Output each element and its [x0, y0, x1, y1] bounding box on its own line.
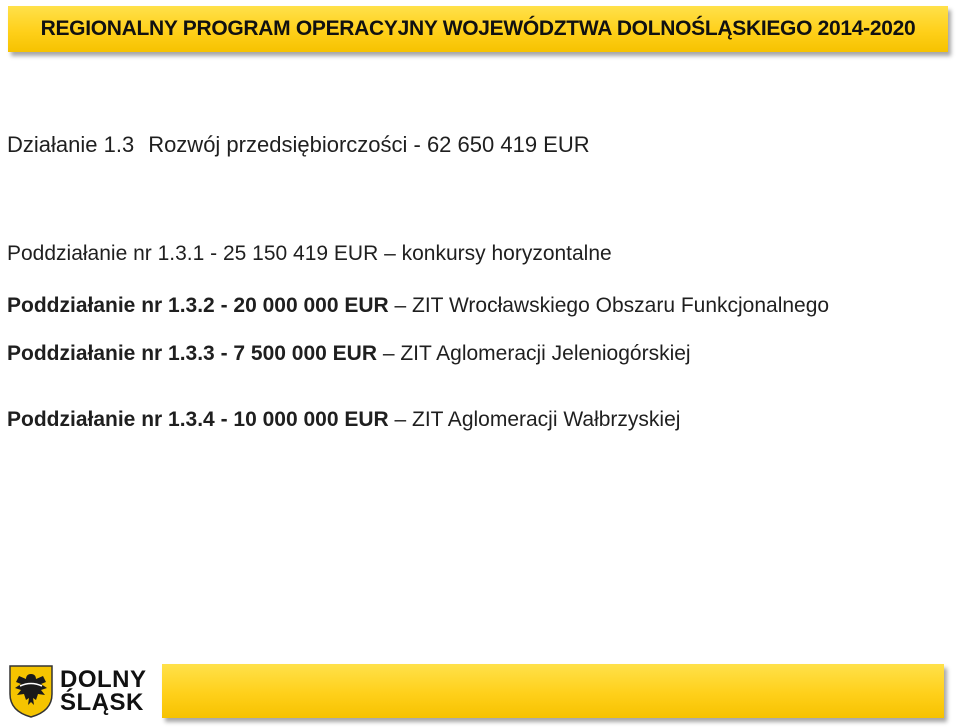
submeasure-amount: - 25 150 419 EUR — [204, 242, 379, 265]
submeasure-label: Poddziałanie nr 1.3.3 — [7, 342, 215, 365]
submeasure-label: Poddziałanie nr 1.3.2 — [7, 294, 215, 317]
header-banner — [8, 6, 948, 52]
dolny-slask-logo — [8, 662, 168, 720]
footer-bar — [162, 664, 944, 718]
submeasure-label: Poddziałanie nr 1.3.1 — [7, 242, 205, 265]
banner-title: REGIONALNY PROGRAM OPERACYJNY WOJEWÓDZTWA DOLNOŚLĄSKIEGO 2014-2020 — [40, 17, 916, 40]
action-label: Działanie 1.3 — [7, 132, 135, 157]
submeasure-amount: - 7 500 000 EUR — [214, 342, 377, 365]
eagle-coat-of-arms-icon — [8, 664, 54, 718]
submeasure-label: Poddziałanie nr 1.3.4 — [7, 408, 215, 431]
submeasure-description: – ZIT Aglomeracji Wałbrzyskiej — [388, 408, 681, 431]
action-name: Rozwój przedsiębiorczości - 62 650 419 EUR — [148, 132, 590, 157]
action-heading — [7, 132, 590, 158]
logo-line-2: ŚLĄSK — [60, 689, 144, 716]
logo-line-1: DOLNY — [60, 666, 147, 693]
submeasure-4 — [7, 408, 680, 432]
submeasure-amount: - 20 000 000 EUR — [214, 294, 389, 317]
submeasure-description: – ZIT Wrocławskiego Obszaru Funkcjonalnego — [388, 294, 830, 317]
submeasure-description: – ZIT Aglomeracji Jeleniogórskiej — [377, 342, 691, 365]
submeasure-3 — [7, 342, 691, 366]
submeasure-description: – konkursy horyzontalne — [378, 242, 612, 265]
submeasure-1 — [7, 242, 612, 266]
submeasure-amount: - 10 000 000 EUR — [214, 408, 389, 431]
submeasure-2 — [7, 294, 829, 318]
